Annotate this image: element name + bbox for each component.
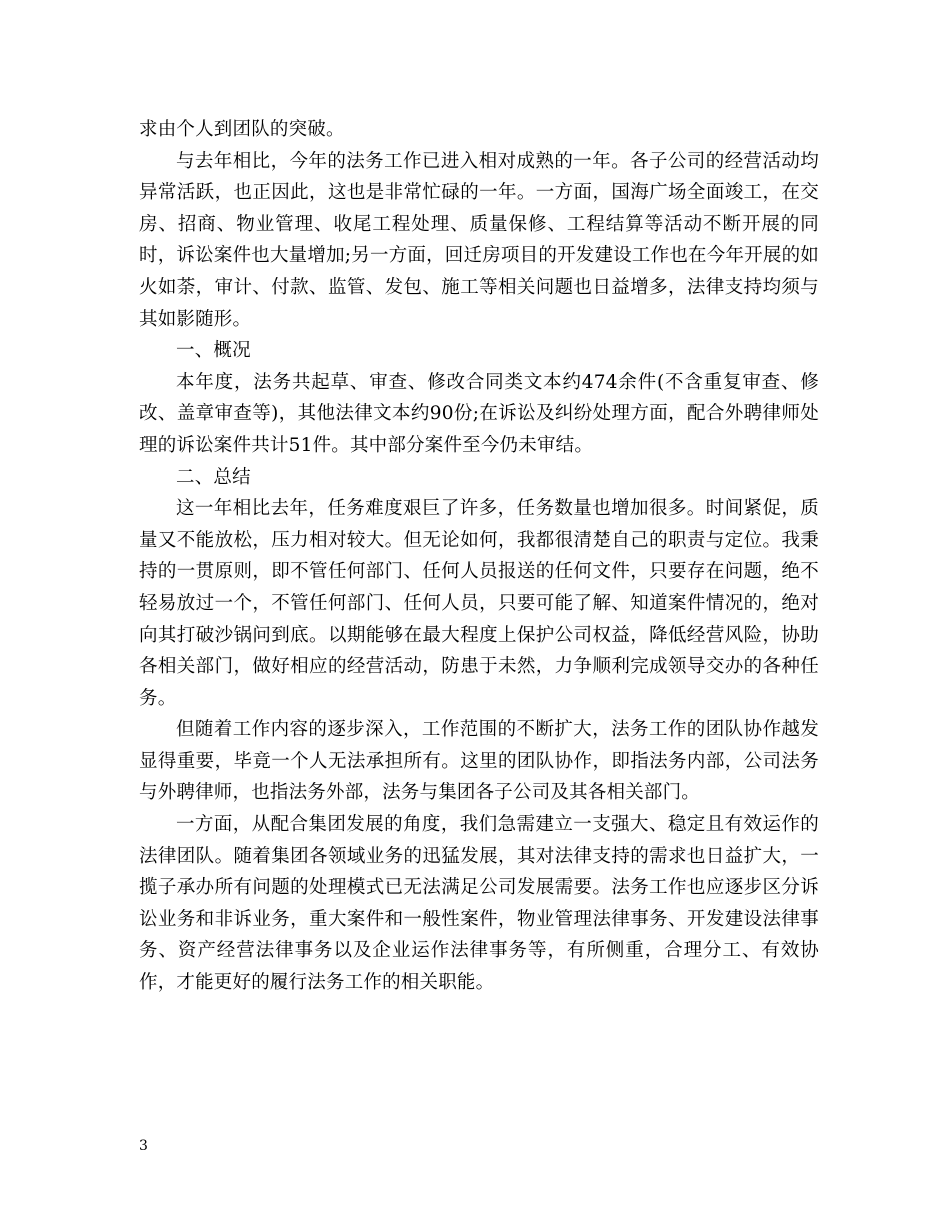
body-text [139, 114, 819, 999]
paragraph: 但随着工作内容的逐步深入，工作范围的不断扩大，法务工作的团队协作越发显得重要，毕竟一个人无法承担所有。这里的团队协作，即指法务内部，公司法务与外聘律师，也指法务外部，法务与集团各子公司及其各相关部门。 [139, 719, 819, 804]
paragraph: 求由个人到团队的突破。 [139, 119, 345, 140]
section-heading: 二、总结 [176, 466, 251, 488]
paragraph: 本年度，法务共起草、审查、修改合同类文本约474余件(不含重复审查、修改、盖章审查等)，其他法律文本约90份;在诉讼及纠纷处理方面，配合外聘律师处理的诉讼案件共计51件。其中部分案件至今仍未审结。 [139, 371, 819, 456]
section-heading: 一、概况 [176, 340, 251, 362]
paragraph: 一方面，从配合集团发展的角度，我们急需建立一支强大、稳定且有效运作的法律团队。随着集团各领域业务的迅猛发展，其对法律支持的需求也日益扩大，一揽子承办所有问题的处理模式已无法满足公司发展需要。法务工作也应逐步区分诉讼业务和非诉业务，重大案件和一般性案件，物业管理法律事务、开发建设法律事务、资产经营法律事务以及企业运作法律事务等，有所侧重，合理分工、有效协作，才能更好的履行法务工作的相关职能。 [139, 814, 819, 994]
paragraph: 这一年相比去年，任务难度艰巨了许多，任务数量也增加很多。时间紧促，质量又不能放松，压力相对较大。但无论如何，我都很清楚自己的职责与定位。我秉持的一贯原则，即不管任何部门、任何人员报送的任何文件，只要存在问题，绝不轻易放过一个，不管任何部门、任何人员，只要可能了解、知道案件情况的，绝对向其打破沙锅问到底。以期能够在最大程度上保护公司权益，降低经营风险，协助各相关部门，做好相应的经营活动，防患于未然，力争顺利完成领导交办的各种任务。 [139, 498, 819, 709]
page-number: 3 [139, 1138, 148, 1154]
paragraph: 与去年相比，今年的法务工作已进入相对成熟的一年。各子公司的经营活动均异常活跃，也正因此，这也是非常忙碌的一年。一方面，国海广场全面竣工，在交房、招商、物业管理、收尾工程处理、质量保修、工程结算等活动不断开展的同时，诉讼案件也大量增加;另一方面，回迁房项目的开发建设工作也在今年开展的如火如荼，审计、付款、监管、发包、施工等相关问题也日益增多，法律支持均须与其如影随形。 [139, 150, 819, 330]
